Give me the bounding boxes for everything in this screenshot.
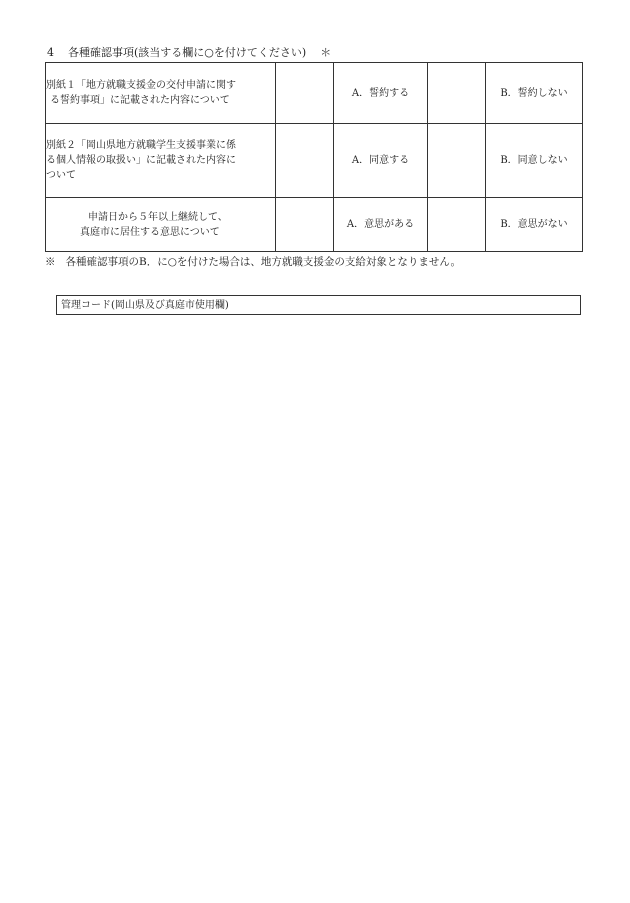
description-line: 別紙１「地方就職支援金の交付申請に関す	[46, 80, 236, 91]
option-b-label: B．意思がない	[486, 198, 583, 252]
footnote	[45, 255, 461, 269]
option-a-label: A．同意する	[334, 124, 428, 198]
confirmation-row-residence	[46, 198, 583, 252]
description-line: 申請日から５年以上継続して、	[88, 211, 228, 223]
circle-field-a[interactable]	[276, 124, 334, 198]
admin-code-field[interactable]	[56, 295, 581, 315]
description-line: ついて	[46, 170, 76, 181]
option-b-label: B．誓約しない	[486, 63, 583, 124]
circle-field-a[interactable]	[276, 198, 334, 252]
section-heading	[47, 46, 331, 60]
circle-field-b[interactable]	[428, 124, 486, 198]
section-title: 各種確認事項(該当する欄に○を付けてください)	[68, 46, 307, 59]
footnote-text: 各種確認事項のB．に○を付けた場合は、地方就職支援金の支給対象となりません。	[65, 256, 462, 268]
confirmation-table	[45, 62, 583, 252]
footnote-mark: ※	[45, 256, 56, 268]
description-line: 別紙２「岡山県地方就職学生支援事業に係	[46, 140, 236, 151]
row-description	[46, 124, 276, 198]
confirmation-row-pledge	[46, 63, 583, 124]
option-b-label: B．同意しない	[486, 124, 583, 198]
description-line: る個人情報の取扱い」に記載された内容に	[46, 155, 236, 166]
option-a-label: A．誓約する	[334, 63, 428, 124]
confirmation-row-privacy	[46, 124, 583, 198]
row-description	[46, 63, 276, 124]
circle-field-b[interactable]	[428, 63, 486, 124]
circle-field-a[interactable]	[276, 63, 334, 124]
description-line: 真庭市に居住する意思について	[80, 226, 220, 238]
admin-code-label: 管理コード(岡山県及び真庭市使用欄)	[61, 300, 229, 311]
section-asterisk: ＊	[320, 46, 332, 59]
section-number: 4	[47, 46, 54, 59]
circle-field-b[interactable]	[428, 198, 486, 252]
row-description	[46, 198, 276, 252]
description-line: る誓約事項」に記載された内容について	[50, 95, 230, 106]
option-a-label: A．意思がある	[334, 198, 428, 252]
